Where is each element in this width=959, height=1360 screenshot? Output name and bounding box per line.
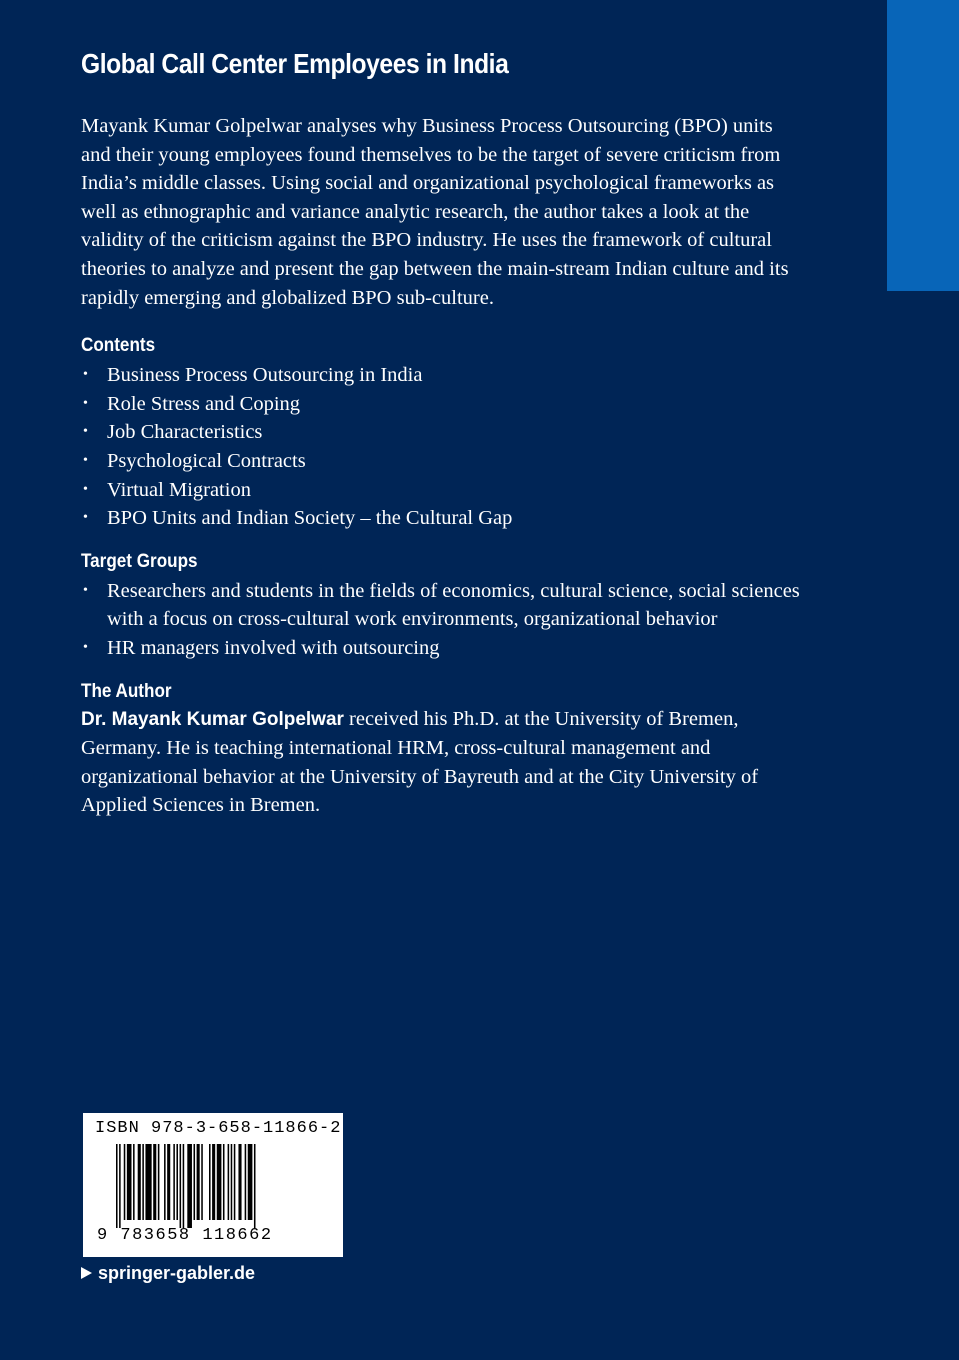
list-item bbox=[81, 476, 801, 505]
list-item bbox=[81, 577, 801, 634]
list-item-text: Researchers and students in the fields of economics, cultural science, social sciences with a focus on cross-cultural work environments, organizational behavior bbox=[107, 579, 800, 631]
list-item bbox=[81, 361, 801, 390]
bullet-icon: • bbox=[83, 367, 88, 383]
bullet-icon: • bbox=[83, 395, 88, 411]
list-item bbox=[81, 418, 801, 447]
list-item bbox=[81, 447, 801, 476]
author-name: Dr. Mayank Kumar Golpelwar bbox=[81, 708, 344, 730]
list-item-text: BPO Units and Indian Society – the Cultural Gap bbox=[107, 507, 513, 530]
back-cover-content bbox=[81, 42, 801, 820]
list-item-text: HR managers involved with outsourcing bbox=[107, 636, 440, 659]
author-heading: The Author bbox=[81, 680, 172, 702]
contents-list bbox=[81, 361, 801, 533]
list-item-text: Job Characteristics bbox=[107, 421, 263, 444]
publisher-link[interactable] bbox=[81, 1261, 255, 1285]
target-groups-heading: Target Groups bbox=[81, 550, 198, 572]
author-bio-text: received his Ph.D. at the University of Bremen, Germany. He is teaching international HRM, cross-cultural management and organizational behavior at the University of Bayreuth and at the City University of Applied Sciences in Bremen. bbox=[81, 707, 759, 817]
publisher-url: springer-gabler.de bbox=[98, 1263, 256, 1283]
bullet-icon: • bbox=[83, 510, 88, 526]
bullet-icon: • bbox=[83, 639, 88, 655]
list-item bbox=[81, 504, 801, 533]
book-title: Global Call Center Employees in India bbox=[81, 48, 509, 79]
bullet-icon: • bbox=[83, 582, 88, 598]
author-bio bbox=[81, 705, 801, 820]
target-groups-list bbox=[81, 577, 801, 663]
list-item-text: Psychological Contracts bbox=[107, 449, 306, 472]
book-description: Mayank Kumar Golpelwar analyses why Business Process Outsourcing (BPO) units and their young employees found themselves to be the target of severe criticism from India’s middle classes. Using social and organizational psychological frameworks as well as ethnographic and variance analytic research, the author takes a look at the validity of the criticism against the BPO industry. He uses the framework of cultural theories to analyze and present the gap between the main-stream Indian culture and its rapidly emerging and globalized BPO sub-culture. bbox=[81, 115, 789, 309]
bullet-icon: • bbox=[83, 424, 88, 440]
isbn-barcode bbox=[83, 1113, 343, 1257]
play-arrow-icon bbox=[81, 1267, 92, 1279]
bullet-icon: • bbox=[83, 481, 88, 497]
accent-bar bbox=[887, 0, 959, 291]
isbn-digits: 9 783658 118662 bbox=[97, 1226, 273, 1245]
list-item bbox=[81, 634, 801, 663]
list-item-text: Virtual Migration bbox=[107, 478, 251, 501]
list-item-text: Role Stress and Coping bbox=[107, 392, 301, 415]
isbn-label: ISBN 978-3-658-11866-2 bbox=[95, 1119, 342, 1138]
bullet-icon: • bbox=[83, 452, 88, 468]
barcode-icon bbox=[116, 1144, 312, 1228]
list-item bbox=[81, 390, 801, 419]
list-item-text: Business Process Outsourcing in India bbox=[107, 364, 423, 387]
contents-heading: Contents bbox=[81, 335, 156, 357]
